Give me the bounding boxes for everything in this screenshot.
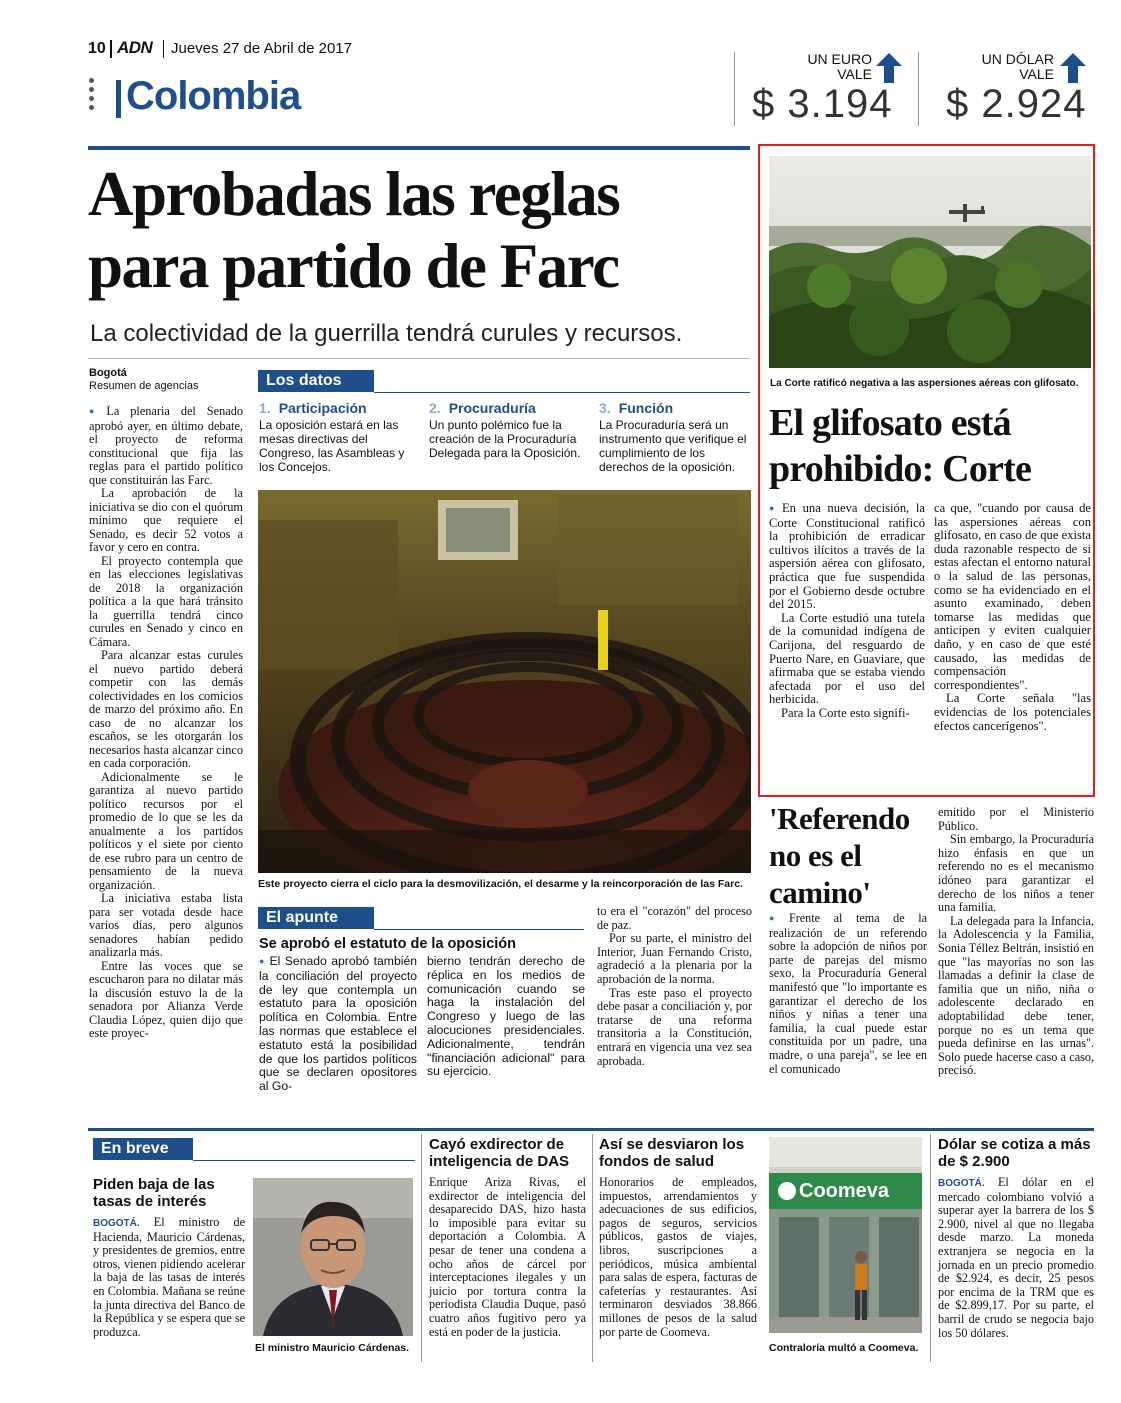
brief-2-text: Enrique Ariza Rivas, el exdirector de inteligencia del desaparecido DAS, hizo hasta lo imposible para evitar su deportación a Colombia. A pesar de tener una condena a ocho años de cárcel por interceptaciones ilegales y un juicio por tortura contra la periodista Claudia Duque, pasó cuatro años fugitivo pero ya está en poder de la justicia. <box>429 1175 586 1339</box>
glifosato-headline-line2: prohibido: Corte <box>769 448 1032 490</box>
en-breve-rule <box>88 1128 1094 1131</box>
datos-item-number: 2. <box>429 400 441 416</box>
brief-1-title: Piden baja de las tasas de interés <box>93 1176 215 1210</box>
main-subhead: La colectividad de la guerrilla tendrá curules y recursos. <box>90 320 683 347</box>
glifosato-paragraph: La Corte señala "las evidencias de los potenciales efectos cancerígenos". <box>934 691 1091 733</box>
main-paragraph: Entre las voces que se escucharon para no dilatar más la discusión estuvo la de la senadora por Alianza Verde Claudia López, quien dijo que este proyec- <box>89 958 243 1040</box>
senate-photo-caption: Este proyecto cierra el ciclo para la desmovilización, el desarme y la reincorporación de las Farc. <box>258 878 743 890</box>
main-headline-line2: para partido de Farc <box>88 231 619 301</box>
apunte-paragraph: to era el "corazón" del proceso de paz. <box>597 904 752 932</box>
datos-item-title: Participación <box>278 400 367 416</box>
datos-item-number: 1. <box>259 400 271 416</box>
dollar-label-line2: VALE <box>1019 66 1054 82</box>
dollar-up-arrow-icon <box>1060 53 1086 83</box>
datos-item-text: La oposición estará en las mesas directivas del Congreso, las Asambleas y los Concejos. <box>259 418 405 474</box>
apunte-title: Se aprobó el estatuto de la oposición <box>259 936 517 952</box>
datos-item-3 <box>599 400 751 474</box>
apunte-paragraph: bierno tendrán derecho de réplica en los medios de comunicación cuando se haga la instalación del Congreso y luego de las alocuciones presidenciales. Adicionalmente, tendrán "financiación adicional" para su ejercicio. <box>427 954 585 1079</box>
apunte-paragraph: ● El Senado aprobó también la conciliación del proyecto de ley que contempla un estatuto para la oposición política en Colombia. Entre las normas que establece el estatuto está la posibilidad de que los partidos políticos que se declaren opositores al Go- <box>259 955 417 1094</box>
euro-label <box>792 52 872 82</box>
main-paragraph: El proyecto contempla que en las elecciones legislativas de 2018 la organización política a la que hará tránsito la guerrilla tendrá cinco curules en Senado y cinco en Cámara. <box>89 553 243 649</box>
minister-photo <box>253 1178 413 1336</box>
glifosato-col1 <box>769 502 925 721</box>
dollar-value: $ 2.924 <box>946 82 1087 126</box>
datos-item-1 <box>259 400 419 474</box>
referendo-paragraph: emitido por el Ministerio Público. <box>938 805 1094 833</box>
senate-photo <box>258 490 751 873</box>
referendo-col1 <box>769 912 927 1076</box>
brand-logo: ADN <box>117 38 153 57</box>
datos-tag: Los datos <box>258 370 374 392</box>
datos-item-title: Procuraduría <box>448 400 536 416</box>
glifosato-paragraph: ● En una nueva decisión, la Corte Constitucional ratificó la prohibición de erradicar cultivos ilícitos a través de la aspersión aérea con glifosato, práctica que fue suspendida por el Gobierno desde octubre del 2015. <box>769 502 925 612</box>
date-divider <box>163 40 164 58</box>
apunte-paragraph: Por su parte, el ministro del Interior, Juan Fernando Cristo, agradeció a la plenaria por la aprobación de la norma. <box>597 931 752 986</box>
apunte-col3 <box>597 905 752 1068</box>
datos-tag-line <box>374 392 750 393</box>
referendo-paragraph: La delegada para la Infancia, la Adolescencia y la Familia, Sonia Téllez Beltrán, insistió en que "las mayorías no son las llamadas a definir la clase de familia que un niño, niña o adolescente declarado en adoptabilidad debe tener, porque no es un tema que pueda definirse en las urnas". Solo puede hacerse caso a caso, precisó. <box>938 913 1094 1078</box>
forest-photo <box>769 156 1091 368</box>
forest-photo-caption: La Corte ratificó negativa a las aspersiones aéreas con glifosato. <box>770 378 1079 389</box>
referendo-paragraph: Sin embargo, la Procuraduría hizo énfasis en que un referendo no es el mecanismo idóneo para garantizar el derecho de los niños a tener una familia. <box>938 832 1094 915</box>
dollar-label-line1: UN DÓLAR <box>981 51 1054 67</box>
main-story-body <box>89 405 243 1041</box>
main-headline <box>88 158 753 302</box>
apunte-tag: El apunte <box>258 907 374 929</box>
apunte-col2 <box>427 955 585 1079</box>
en-breve-tag: En breve <box>93 1138 193 1160</box>
byline-city: Bogotá <box>89 367 127 379</box>
main-paragraph: ● La plenaria del Senado aprobó ayer, en último debate, el proyecto de reforma constitucional que fija las reglas para el partido político que constituirán las Farc. <box>89 405 243 487</box>
byline-source: Resumen de agencias <box>89 380 199 392</box>
en-breve-tag-line <box>193 1160 415 1161</box>
brief-4-body <box>938 1176 1094 1340</box>
euro-label-line2: VALE <box>837 66 872 82</box>
section-title: Colombia <box>126 74 301 118</box>
euro-value: $ 3.194 <box>752 82 893 126</box>
referendo-headline <box>769 800 929 911</box>
coomeva-photo-caption: Contraloría multó a Coomeva. <box>769 1342 919 1354</box>
datos-item-title: Función <box>618 400 674 416</box>
section-bar <box>116 80 121 118</box>
glifosato-headline-line1: El glifosato está <box>769 402 1011 444</box>
brief-divider <box>592 1134 593 1362</box>
datos-item-2 <box>429 400 589 460</box>
datos-item-text: La Procuraduría será un instrumento que verifique el cumplimiento de los derechos de la oposición. <box>599 418 747 474</box>
dollar-divider <box>918 52 919 126</box>
main-paragraph: Para alcanzar estas curules el nuevo partido deberá competir con las demás colectividades en los comicios de marzo del próximo año. En caso de no alcanzar los escaños, se les otorgarán los necesarios hasta alcanzar cinco en cada corporación. <box>89 648 243 770</box>
referendo-col2 <box>938 806 1094 1078</box>
brief-divider <box>421 1134 422 1362</box>
brief-3-title: Así se desviaron los fondos de salud <box>599 1136 745 1170</box>
referendo-headline-line3: camino' <box>769 875 871 910</box>
euro-label-line1: UN EURO <box>807 51 872 67</box>
euro-up-arrow-icon <box>876 53 902 83</box>
brief-4-title: Dólar se cotiza a más de $ 2.900 <box>938 1136 1091 1170</box>
brief-1-text: El ministro de Hacienda, Mauricio Cárdenas, y presidentes de gremios, entre otros, vienen pidiendo acelerar la baja de las tasas de interés en Colombia. Mañana se reúne la junta directiva del Banco de la República y se espera que se produzca. <box>93 1215 245 1339</box>
datos-item-number: 3. <box>599 400 611 416</box>
minister-photo-caption: El ministro Mauricio Cárdenas. <box>255 1342 410 1354</box>
section-dots <box>89 78 97 120</box>
glifosato-paragraph: ca que, "cuando por causa de las aspersiones aéreas con glifosato, en caso de que exista duda razonable respecto de si estas afectan el entorno natural o la salud de las personas, como se ha evidenciado en el asunto examinado, deben tomarse las medidas que anticipen y eviten cualquier daño, y en caso de que esté causado, las medidas de compensación correspondientes". <box>934 501 1091 692</box>
glifosato-headline <box>769 400 1091 492</box>
referendo-headline-line2: no es el <box>769 838 862 873</box>
main-paragraph: La iniciativa estaba lista para ser votada desde hace varios días, pero algunos senadores habían pedido analizarla más. <box>89 891 243 959</box>
glifosato-paragraph: La Corte estudió una tutela de la comunidad indígena de Carijona, del resguardo de Puerto Nare, en Guaviare, que afirmaba que se estaba viendo afectada por el uso del herbicida. <box>769 610 925 707</box>
main-headline-line1: Aprobadas las reglas <box>88 159 620 229</box>
referendo-headline-line1: 'Referendo <box>769 801 910 836</box>
dollar-label <box>970 52 1054 82</box>
brief-2-title: Cayó exdirector de inteligencia de DAS <box>429 1136 570 1170</box>
glifosato-col2 <box>934 502 1091 733</box>
subhead-rule <box>88 358 750 359</box>
main-paragraph: La aprobación de la iniciativa se dio con el quórum mínimo que requiere el Senado, es decir 52 votos a favor y cero en contra. <box>89 486 243 554</box>
brief-divider <box>930 1134 931 1362</box>
euro-divider <box>734 52 735 126</box>
main-paragraph: Adicionalmente se le garantiza al nuevo partido político recursos por el promedio de lo que se les da anualmente a los partidos políticos y el siete por ciento de ese rubro para un centro de pensamiento de la nueva organización. <box>89 769 243 892</box>
page-number-divider <box>110 40 112 58</box>
page-number: 10 <box>88 40 106 57</box>
brief-1-location: BOGOTÁ. <box>93 1218 140 1229</box>
brief-4-location: BOGOTÁ. <box>938 1178 985 1189</box>
glifosato-paragraph: Para la Corte esto signifi- <box>781 705 910 720</box>
brief-3-text: Honorarios de empleados, impuestos, arrendamientos y adecuaciones de sus edificios, pagos de seguros, servicios públicos, gastos de viajes, libros, suscripciones a periódicos, música ambiental para salas de espera, facturas de cafeterías y restaurantes. Así terminaron desviados 38.866 millones de pesos de la salud por parte de Coomeva. <box>599 1175 757 1339</box>
apunte-tag-line <box>374 929 584 930</box>
header-rule <box>88 146 750 150</box>
coomeva-photo <box>769 1137 922 1333</box>
brief-4-text: El dólar en el mercado colombiano volvió a superar ayer la barrera de los $ 2.900, nivel al que no llegaba desde marzo. La moneda extranjera se negocia en la jornada en un precio promedio de $2.924, es decir, 25 pesos por encima de la TRM que es de $2.899,17. Por su parte, el barril de crudo se negocia bajo los 50 dólares. <box>938 1175 1095 1340</box>
referendo-paragraph: ● Frente al tema de la realización de un referendo sobre la adopción de niños por parte de parejas del mismo sexo, la Procuraduría General manifestó que "lo importante es garantizar el derecho de los niños y niñas a tener una familia, la cual puede estar constituida por un padre, una madre, o una pareja", se lee en el comunicado <box>769 912 927 1076</box>
apunte-paragraph: Tras este paso el proyecto debe pasar a conciliación y, por tratarse de una reforma transitoria a la Constitución, entrará en vigencia una vez sea aprobada. <box>597 985 752 1068</box>
brief-1-body <box>93 1216 245 1339</box>
coomeva-sign: Coomeva <box>799 1180 890 1202</box>
page-date: Jueves 27 de Abril de 2017 <box>171 40 352 57</box>
datos-item-text: Un punto polémico fue la creación de la Procuraduría Delegada para la Oposición. <box>429 418 581 460</box>
apunte-col1 <box>259 955 417 1094</box>
